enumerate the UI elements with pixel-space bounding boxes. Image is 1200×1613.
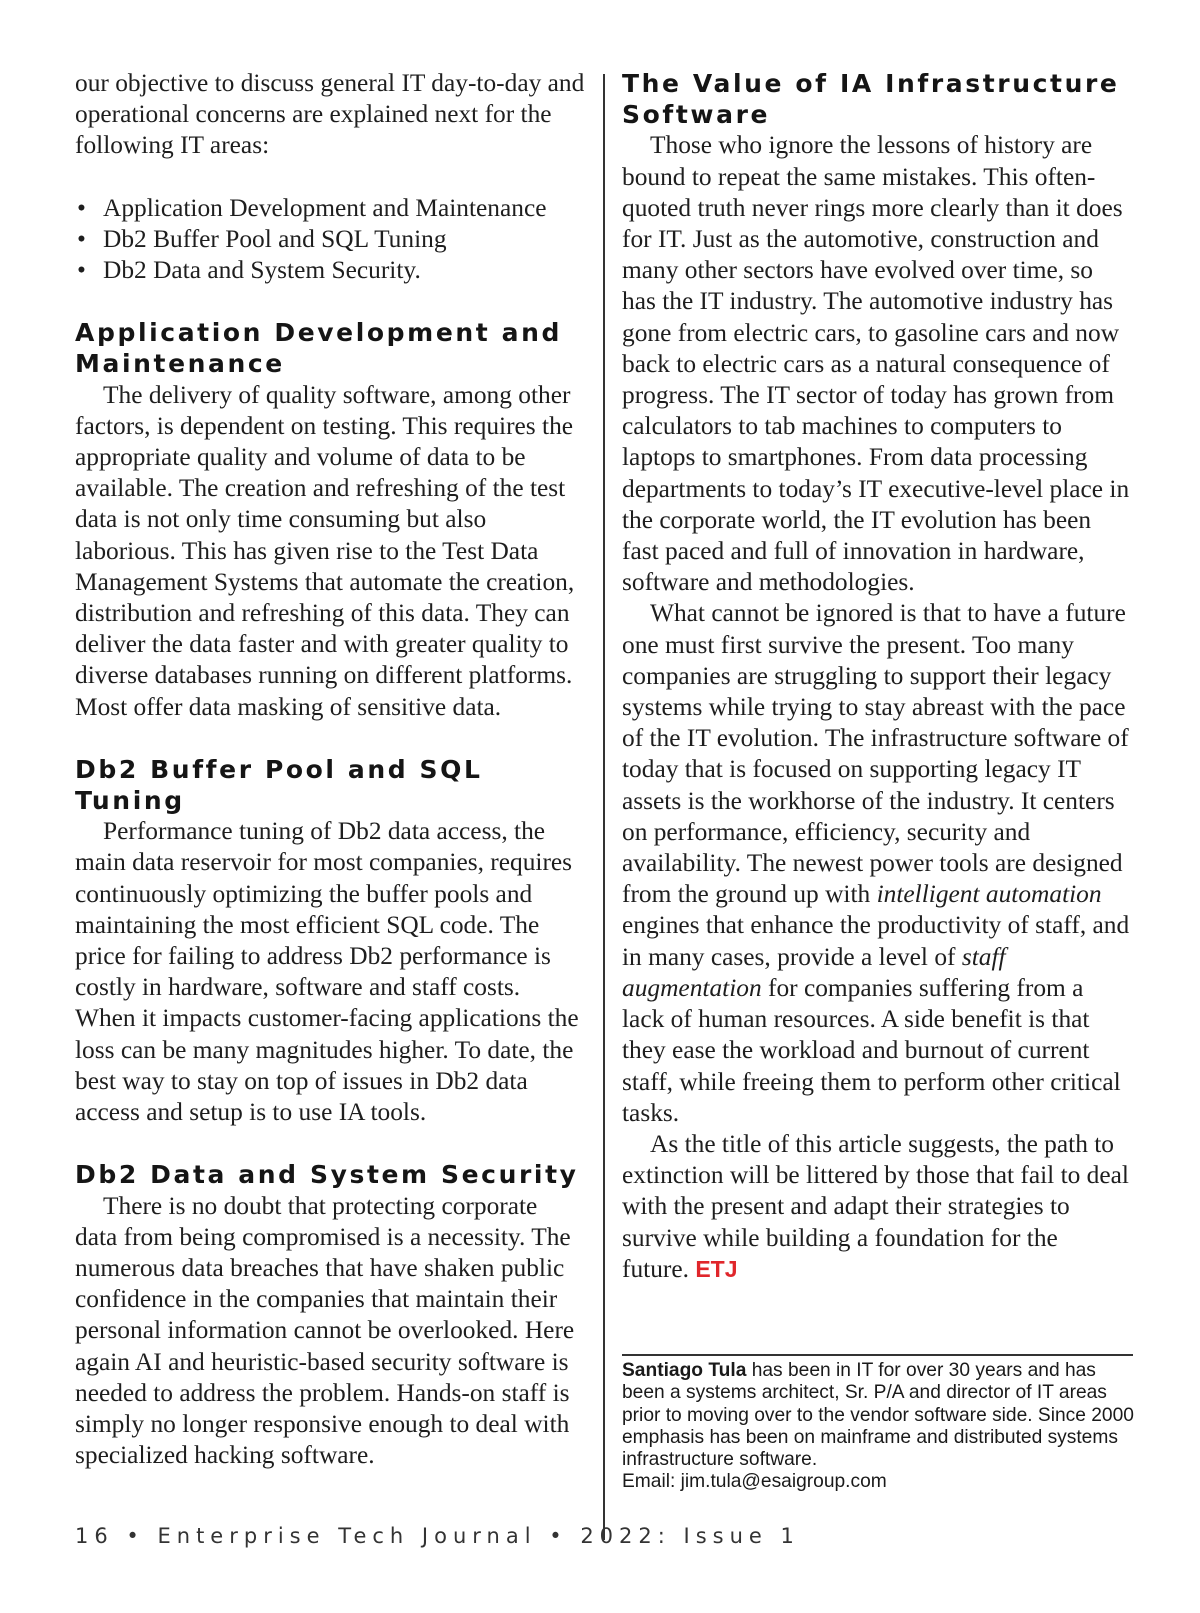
column-divider (603, 74, 605, 1540)
topic-list (75, 193, 585, 287)
emphasis-intelligent-automation: intelligent automation (876, 880, 1102, 909)
bio-divider (622, 1354, 1133, 1356)
paragraph-survive: What cannot be ignored is that to have a future one must first survive the present. Too many companies are struggling to support their legacy systems while trying to stay abreast with the pace of the IT evolution. The infrastructure software of today that is focused on supporting legacy IT assets is the workhorse of the industry. It centers on performance, efficiency, security and availability. The newest power tools are designed from the ground up with intelligent automation engines that enhance the productivity of staff, and in many cases, provide a level of staff augmentation for companies suffering from a lack of human resources. A side benefit is that they ease the workload and burnout of current staff, while freeing them to perform other critical tasks. (622, 599, 1130, 1127)
paragraph-conclusion: As the title of this article suggests, the path to extinction will be littered by those that fail to deal with the present and adapt their strategies to survive while building a foundation for the future. ETJ (622, 1129, 1129, 1283)
list-item: • Application Development and Maintenance (75, 193, 585, 224)
page-number: 16 (75, 1524, 114, 1548)
left-column (75, 68, 585, 1471)
emphasis-staff-augmentation: staff augmentation (622, 942, 1006, 1002)
paragraph-history: Those who ignore the lessons of history are bound to repeat the same mistakes. This often-quoted truth never rings more clearly than it does for IT. Just as the automotive, construction and many other sectors have evolved over time, so has the IT industry. The automotive industry has gone from electric cars, to gasoline cars and now back to electric cars as a natural consequence of progress. The IT sector of today has grown from calculators to tab machines to computers to laptops to smartphones. From data processing departments to today’s IT executive-level place in the corporate world, the IT evolution has been fast paced and full of innovation in hardware, software and methodologies. (622, 131, 1130, 597)
section-body-security: There is no doubt that protecting corporate data from being compromised is a necessity. The numerous data breaches that have shaken public confidence in the companies that maintain their personal information cannot be overlooked. Here again AI and heuristic-based security software is needed to address the problem. Hands-on staff is simply no longer responsive enough to deal with specialized hacking software. (75, 1191, 575, 1470)
bio-text: has been in IT for over 30 years and has been a systems architect, Sr. P/A and director of IT areas prior to moving over to the vendor software side. Since 2000 emphasis has been on mainframe and distributed systems infrastructure software. (622, 1360, 1134, 1471)
section-heading-app-dev: Application Development and Maintenance (75, 318, 562, 379)
author-bio (622, 1360, 1142, 1494)
intro-paragraph: our objective to discuss general IT day-to-day and operational concerns are explained next for the following IT areas: (75, 69, 585, 160)
section-body-buffer-pool: Performance tuning of Db2 data access, the main data reservoir for most companies, requires continuously optimizing the buffer pools and maintaining the most efficient SQL code. The price for failing to address Db2 performance is costly in hardware, software and staff costs. When it impacts customer-facing applications the loss can be many magnitudes higher. To date, the best way to stay on top of issues in Db2 data access and setup is to use IA tools. (75, 817, 579, 1127)
list-item: • Db2 Data and System Security. (75, 255, 585, 286)
author-name: Santiago Tula (622, 1360, 747, 1381)
section-heading-buffer-pool: Db2 Buffer Pool and SQL Tuning (75, 754, 483, 816)
etj-end-mark: ETJ (695, 1255, 738, 1282)
section-heading-security: Db2 Data and System Security (75, 1160, 579, 1190)
author-email: Email: jim.tula@esaigroup.com (622, 1471, 887, 1493)
list-item: • Db2 Buffer Pool and SQL Tuning (75, 224, 585, 255)
section-heading-ia-value: The Value of IA Infrastructure Software (622, 69, 1120, 130)
right-column (622, 68, 1130, 1285)
page-footer (75, 1524, 800, 1548)
footer-separator: • (126, 1524, 145, 1548)
issue-label: 2022: Issue 1 (580, 1524, 800, 1548)
publication-name: Enterprise Tech Journal (157, 1524, 537, 1548)
footer-separator: • (549, 1524, 568, 1548)
section-body-app-dev: The delivery of quality software, among other factors, is dependent on testing. This requires the appropriate quality and volume of data to be available. The creation and refreshing of the test data is not only time consuming but also laborious. This has given rise to the Test Data Management Systems that automate the creation, distribution and refreshing of this data. They can deliver the data faster and with greater quality to diverse databases running on different platforms. Most offer data masking of sensitive data. (75, 380, 575, 721)
